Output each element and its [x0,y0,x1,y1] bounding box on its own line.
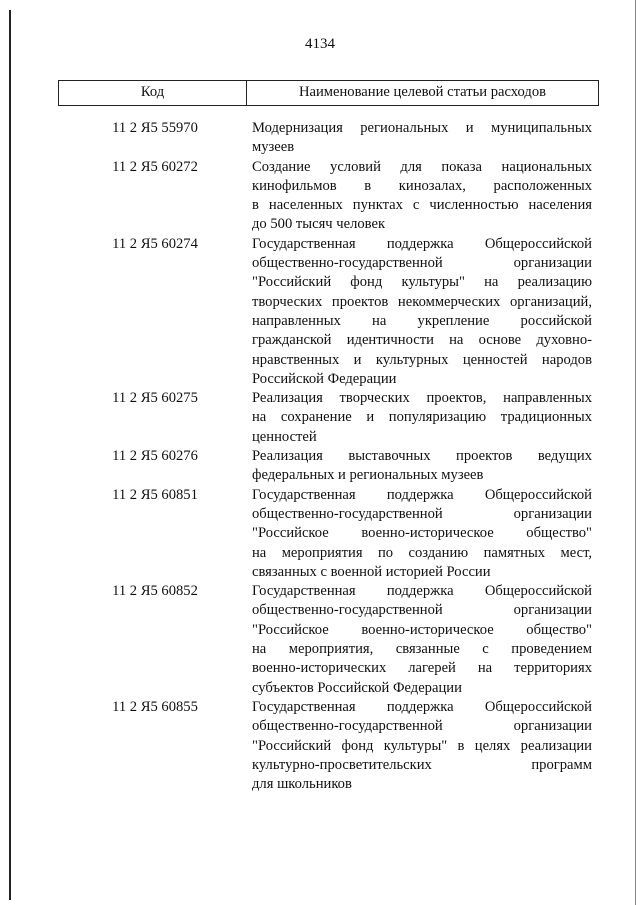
row-code: 11 2 Я5 55970 [112,120,198,136]
row-code: 11 2 Я5 60855 [112,698,198,715]
row-name-line: в населенных пунктах с численностью населения [252,197,592,214]
row-name-line: творческих проектов некоммерческих организаций, [252,293,592,310]
row-name-line: Реализация выставочных проектов ведущих [252,448,592,465]
row-name [252,119,592,158]
table-row [58,447,599,486]
table-row [58,582,599,698]
row-code: 11 2 Я5 60272 [112,158,198,175]
scan-left-edge [9,10,11,900]
table-row [58,158,599,235]
table-body [58,119,599,794]
row-name-line: Создание условий для показа национальных [252,158,592,175]
row-name-line: для школьников [252,776,352,793]
row-name [252,389,592,447]
row-code: 11 2 Я5 60274 [112,235,198,252]
row-name-line: субъектов Российской Федерации [252,679,462,696]
row-name-line: общественно-государственной организации [252,255,592,272]
table-row [58,698,599,794]
scan-right-edge [635,0,636,905]
row-name-line: до 500 тысяч человек [252,216,386,233]
page-number: 4134 [305,36,335,52]
row-name-line: Государственная поддержка Общероссийской [252,235,592,252]
row-name-line: военно-исторических лагерей на территориях [252,660,592,677]
table-row [58,235,599,389]
row-name-line: Государственная поддержка Общероссийской [252,698,592,715]
row-code: 11 2 Я5 60851 [112,486,198,503]
row-name-line: общественно-государственной организации [252,602,592,619]
row-name-line: на мероприятия по созданию памятных мест, [252,544,592,561]
row-name [252,235,592,389]
table-row [58,486,599,582]
row-name [252,698,592,794]
row-name-line: музеев [252,139,295,156]
row-name [252,582,592,698]
row-name-line: Модернизация региональных и муниципальных [252,120,592,136]
row-name-line: Реализация творческих проектов, направленных [252,390,592,407]
row-name-line: кинофильмов в кинозалах, расположенных [252,177,592,194]
row-name-line: нравственных и культурных ценностей народов [252,351,592,368]
row-name-line: на мероприятия, связанные с проведением [252,641,592,658]
row-name-line: связанных с военной историей России [252,563,491,580]
row-name-line: культурно-просветительских программ [252,756,592,773]
row-name-line: "Российский фонд культуры" в целях реализации [252,737,592,754]
row-name-line: общественно-государственной организации [252,718,592,735]
row-name-line: на сохранение и популяризацию традиционных [252,409,592,426]
row-code: 11 2 Я5 60275 [112,390,198,407]
row-name-line: гражданской идентичности на основе духовно- [252,332,592,349]
row-name-line: общественно-государственной организации [252,505,592,522]
row-name-line: федеральных и региональных музеев [252,467,484,484]
table-row [58,119,599,158]
row-name-line: Государственная поддержка Общероссийской [252,486,592,503]
row-name-line: направленных на укрепление российской [252,312,592,329]
row-name [252,486,592,582]
row-code: 11 2 Я5 60276 [112,448,198,465]
row-name [252,158,592,235]
table-row [58,389,599,447]
row-code: 11 2 Я5 60852 [112,583,198,600]
row-name-line: "Российское военно-историческое общество" [252,621,592,638]
row-name-line: ценностей [252,428,317,445]
header-name: Наименование целевой статьи расходов [298,84,547,101]
header-code: Код [59,81,247,105]
row-name-line: "Российское военно-историческое общество" [252,525,592,542]
table-header [58,80,599,106]
row-name-line: Российской Федерации [252,370,397,387]
row-name [252,447,592,486]
row-name-line: Государственная поддержка Общероссийской [252,583,592,600]
row-name-line: "Российский фонд культуры" на реализацию [252,274,592,291]
